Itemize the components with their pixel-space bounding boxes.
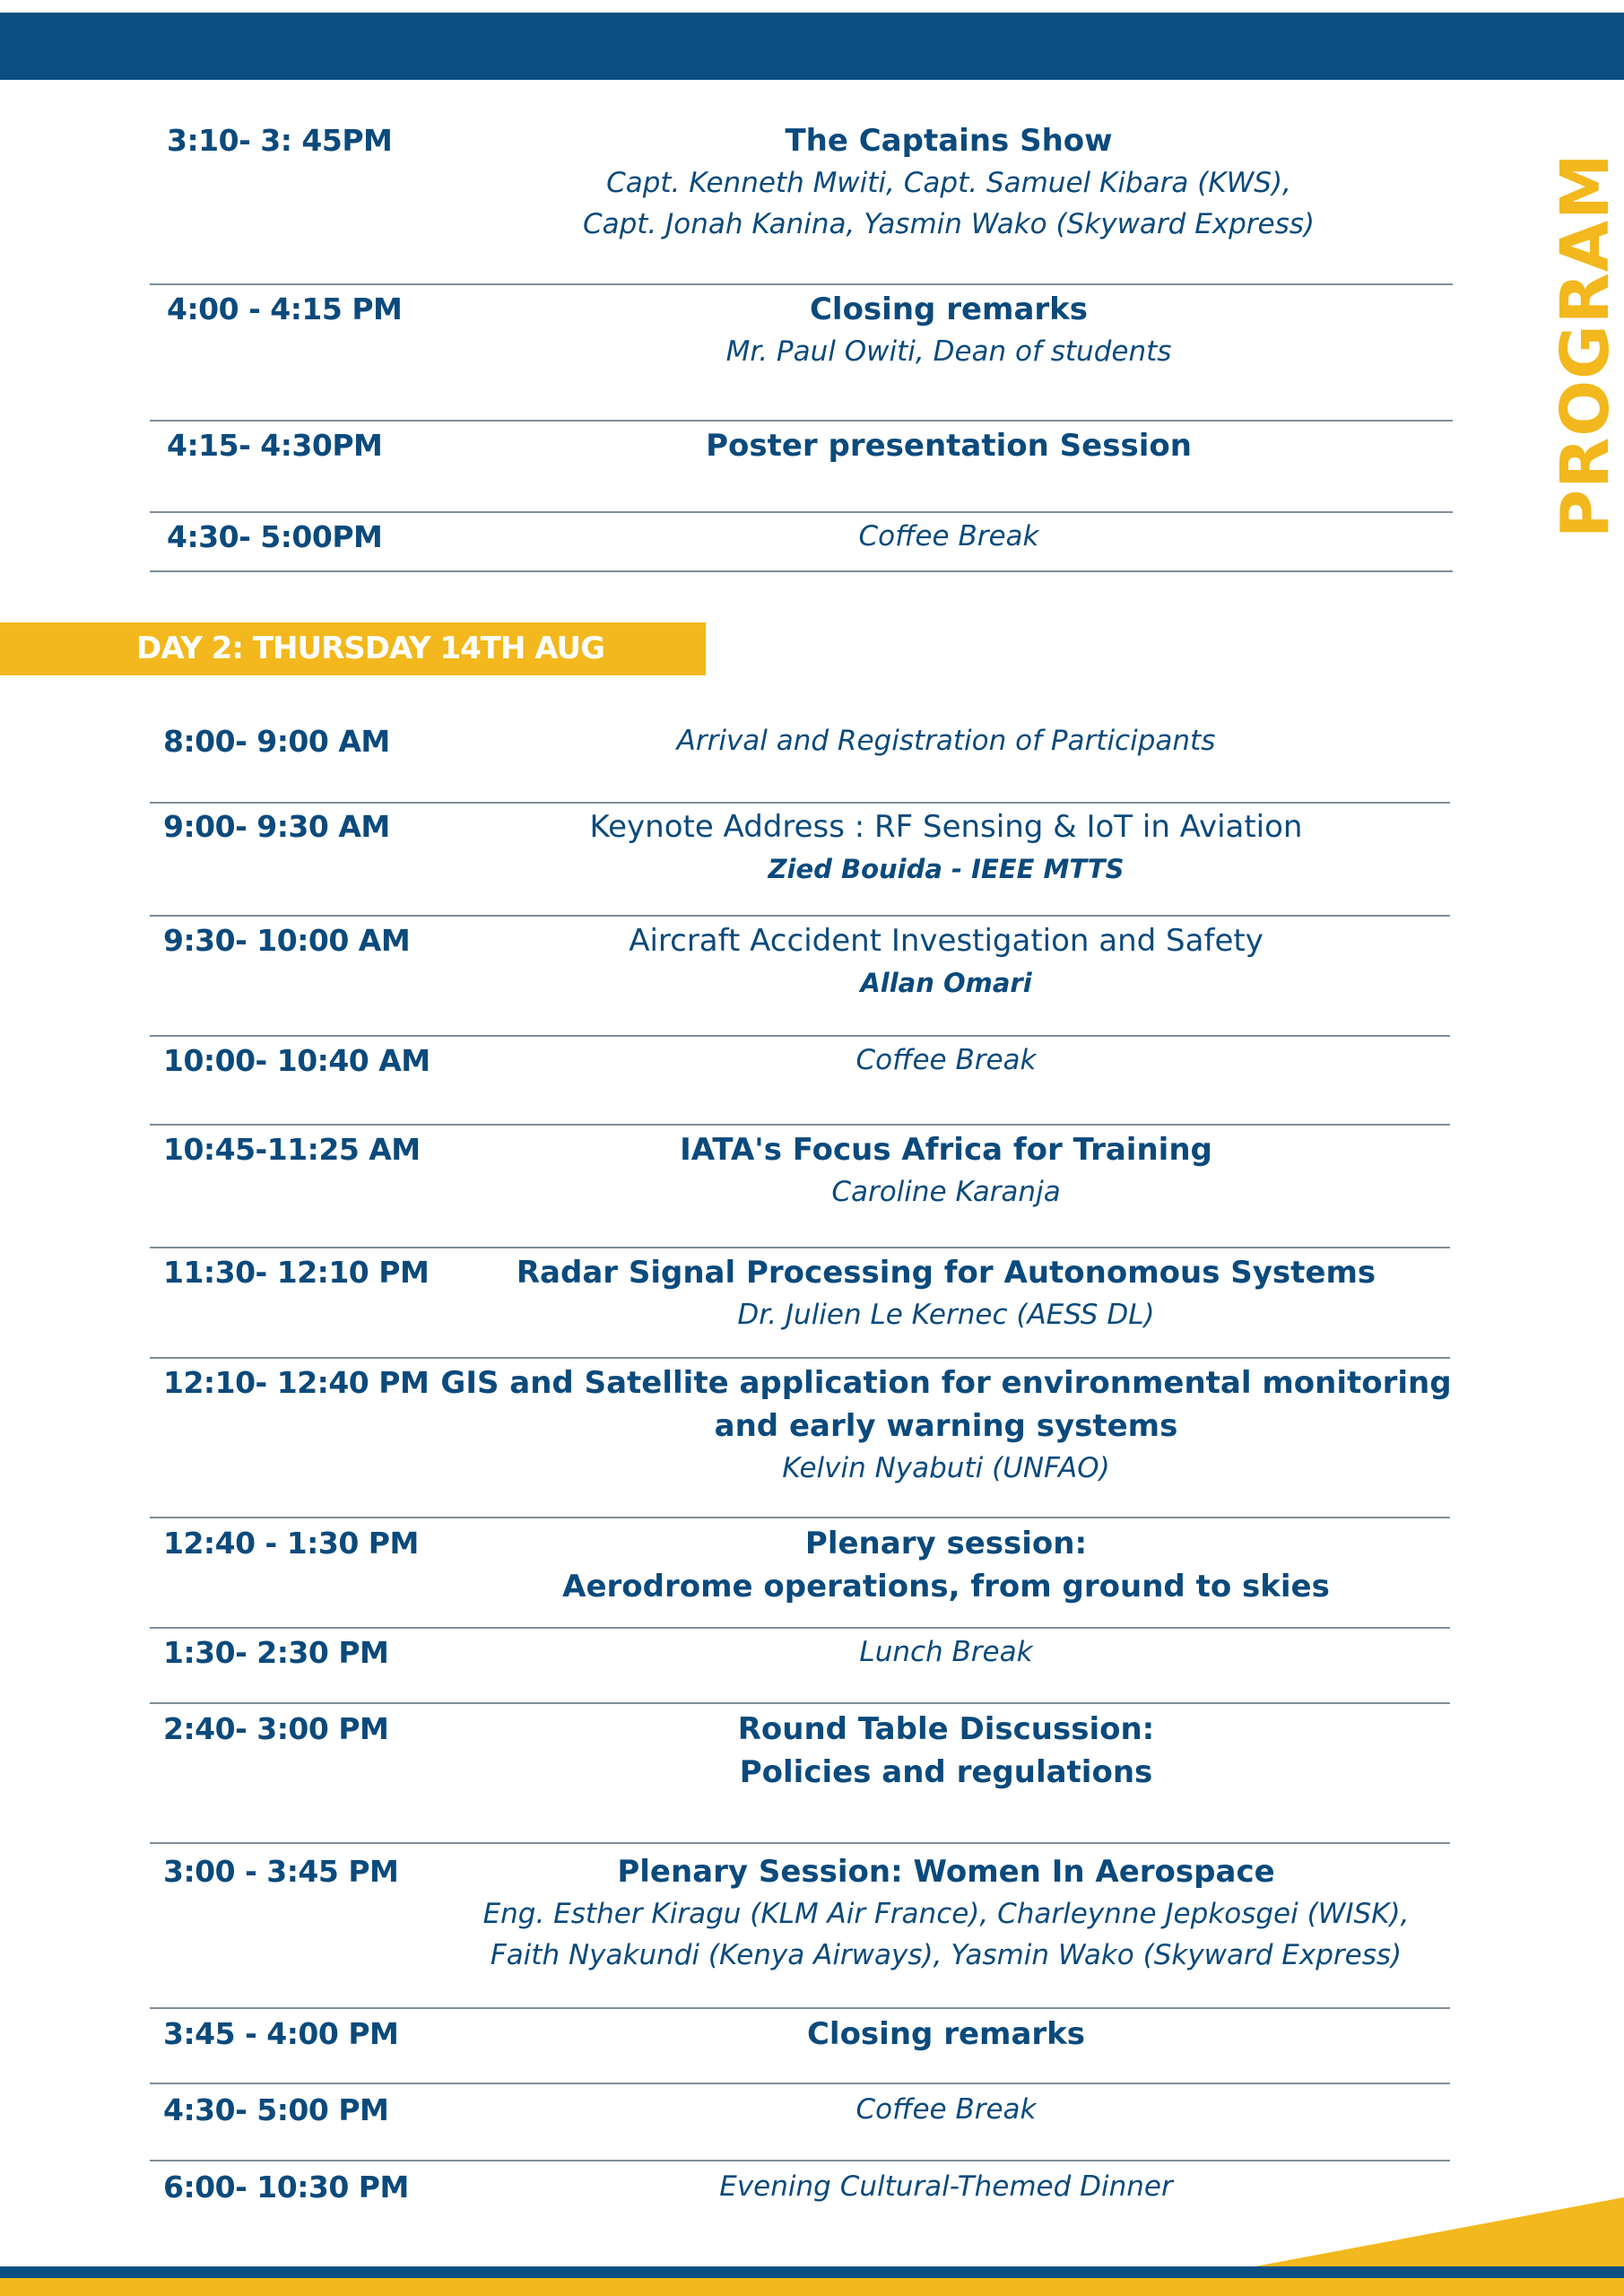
day2-row-divider [150,1124,1450,1126]
day1-session-0-line-0: The Captains Show [785,123,1113,159]
day2-session-12 [408,2089,1484,2130]
day2-time-2: 9:30- 10:00 AM [163,923,411,958]
day1-row-divider [150,283,1453,285]
day2-session-5-line-0: Radar Signal Processing for Autonomous Systems [516,1255,1376,1291]
day2-session-2-line-0: Aircraft Accident Investigation and Safety [629,923,1264,959]
day1-time-2: 4:15- 4:30PM [167,428,383,463]
day2-session-1-line-1: Zied Bouida - IEEE MTTS [768,854,1125,884]
day2-session-1 [408,805,1484,890]
day2-row-divider [150,802,1450,804]
footer-stripe [0,2278,1624,2296]
day2-session-0 [408,720,1484,761]
day2-row-divider [150,1842,1450,1844]
day2-session-5 [408,1251,1484,1335]
program-side-title: PROGRAM [1547,152,1624,538]
day2-session-9-line-0: Round Table Discussion: [737,1711,1155,1747]
day2-session-3 [408,1039,1484,1081]
day2-session-7-line-0: Plenary session: [804,1526,1088,1561]
day2-session-11 [408,2013,1484,2056]
day2-session-8 [408,1631,1484,1673]
day2-time-10: 3:00 - 3:45 PM [163,1854,399,1889]
day2-session-12-line-0: Coffee Break [855,2093,1037,2126]
day2-row-divider [150,2007,1450,2009]
day1-row-divider [150,511,1453,513]
day1-row-divider [150,420,1453,422]
day2-time-5: 11:30- 12:10 PM [163,1255,430,1290]
day1-time-1: 4:00 - 4:15 PM [167,291,403,326]
day2-session-4-line-1: Caroline Karanja [831,1176,1061,1208]
day2-session-11-line-0: Closing remarks [806,2016,1086,2052]
day2-session-9-line-1: Policies and regulations [739,1754,1153,1790]
day1-time-3: 4:30- 5:00PM [167,519,383,554]
day2-row-divider [150,1702,1450,1704]
day2-row-divider [150,2160,1450,2161]
day2-row-divider [150,1247,1450,1248]
day2-banner-label: DAY 2: THURSDAY 14TH AUG [136,631,605,666]
day2-time-0: 8:00- 9:00 AM [163,724,390,759]
day2-session-6-line-0: GIS and Satellite application for environmental monitoring [440,1365,1452,1401]
day1-session-3-line-0: Coffee Break [858,520,1039,552]
day2-row-divider [150,915,1450,917]
day1-session-2-line-0: Poster presentation Session [706,428,1192,464]
day2-time-9: 2:40- 3:00 PM [163,1711,389,1746]
day2-session-2 [408,919,1484,1004]
day2-session-13 [408,2166,1484,2207]
day2-time-1: 9:00- 9:30 AM [163,809,390,844]
day2-row-divider [150,1517,1450,1518]
day1-session-1-line-1: Mr. Paul Owiti, Dean of students [725,335,1172,368]
day1-row-divider [150,570,1453,572]
day1-session-0-line-2: Capt. Jonah Kanina, Yasmin Wako (Skyward Express) [582,208,1316,240]
day2-time-3: 10:00- 10:40 AM [163,1043,430,1078]
day2-session-13-line-0: Evening Cultural-Themed Dinner [719,2170,1173,2203]
day2-time-6: 12:10- 12:40 PM [163,1365,430,1400]
day2-row-divider [150,2083,1450,2084]
day2-session-3-line-0: Coffee Break [855,1044,1037,1076]
day1-session-1 [411,288,1487,372]
day2-row-divider [150,1035,1450,1037]
day2-session-9 [408,1708,1484,1794]
day2-session-10 [408,1850,1484,1976]
day2-session-6-line-1: and early warning systems [714,1408,1178,1444]
day2-session-8-line-0: Lunch Break [859,1636,1033,1668]
day2-time-11: 3:45 - 4:00 PM [163,2016,399,2051]
day2-session-10-line-1: Eng. Esther Kiragu (KLM Air France), Charleynne Jepkosgei (WISK), [482,1898,1410,1930]
day2-time-12: 4:30- 5:00 PM [163,2092,389,2127]
header-bar [0,13,1624,80]
day2-session-1-line-0: Keynote Address : RF Sensing & IoT in Aviation [589,809,1303,845]
day1-session-2 [411,424,1487,467]
day1-session-0 [411,119,1487,245]
day2-session-10-line-0: Plenary Session: Women In Aerospace [617,1854,1275,1890]
day2-session-10-line-2: Faith Nyakundi (Kenya Airways), Yasmin Wako (Skyward Express) [490,1939,1403,1971]
day2-row-divider [150,1627,1450,1629]
day2-session-6-line-2: Kelvin Nyabuti (UNFAO) [782,1452,1110,1484]
day2-session-4 [408,1128,1484,1213]
day2-time-8: 1:30- 2:30 PM [163,1635,389,1670]
footer-bar [0,2266,1624,2278]
day1-session-0-line-1: Capt. Kenneth Mwiti, Capt. Samuel Kibara (KWS), [606,167,1291,199]
day1-session-3 [411,516,1487,557]
day2-session-5-line-1: Dr. Julien Le Kernec (AESS DL) [737,1299,1155,1331]
day1-time-0: 3:10- 3: 45PM [167,123,393,158]
day2-session-4-line-0: IATA's Focus Africa for Training [680,1132,1212,1168]
day2-session-7-line-1: Aerodrome operations, from ground to skies [562,1569,1330,1605]
day1-session-1-line-0: Closing remarks [809,291,1089,327]
day2-time-13: 6:00- 10:30 PM [163,2170,409,2205]
day2-time-7: 12:40 - 1:30 PM [163,1526,419,1561]
day2-banner [0,622,706,675]
day2-session-2-line-1: Allan Omari [860,968,1032,998]
day2-session-0-line-0: Arrival and Registration of Participants [676,725,1216,757]
day2-session-7 [408,1522,1484,1608]
day2-time-4: 10:45-11:25 AM [163,1132,421,1167]
day2-row-divider [150,1357,1450,1359]
day2-session-6 [408,1361,1484,1489]
